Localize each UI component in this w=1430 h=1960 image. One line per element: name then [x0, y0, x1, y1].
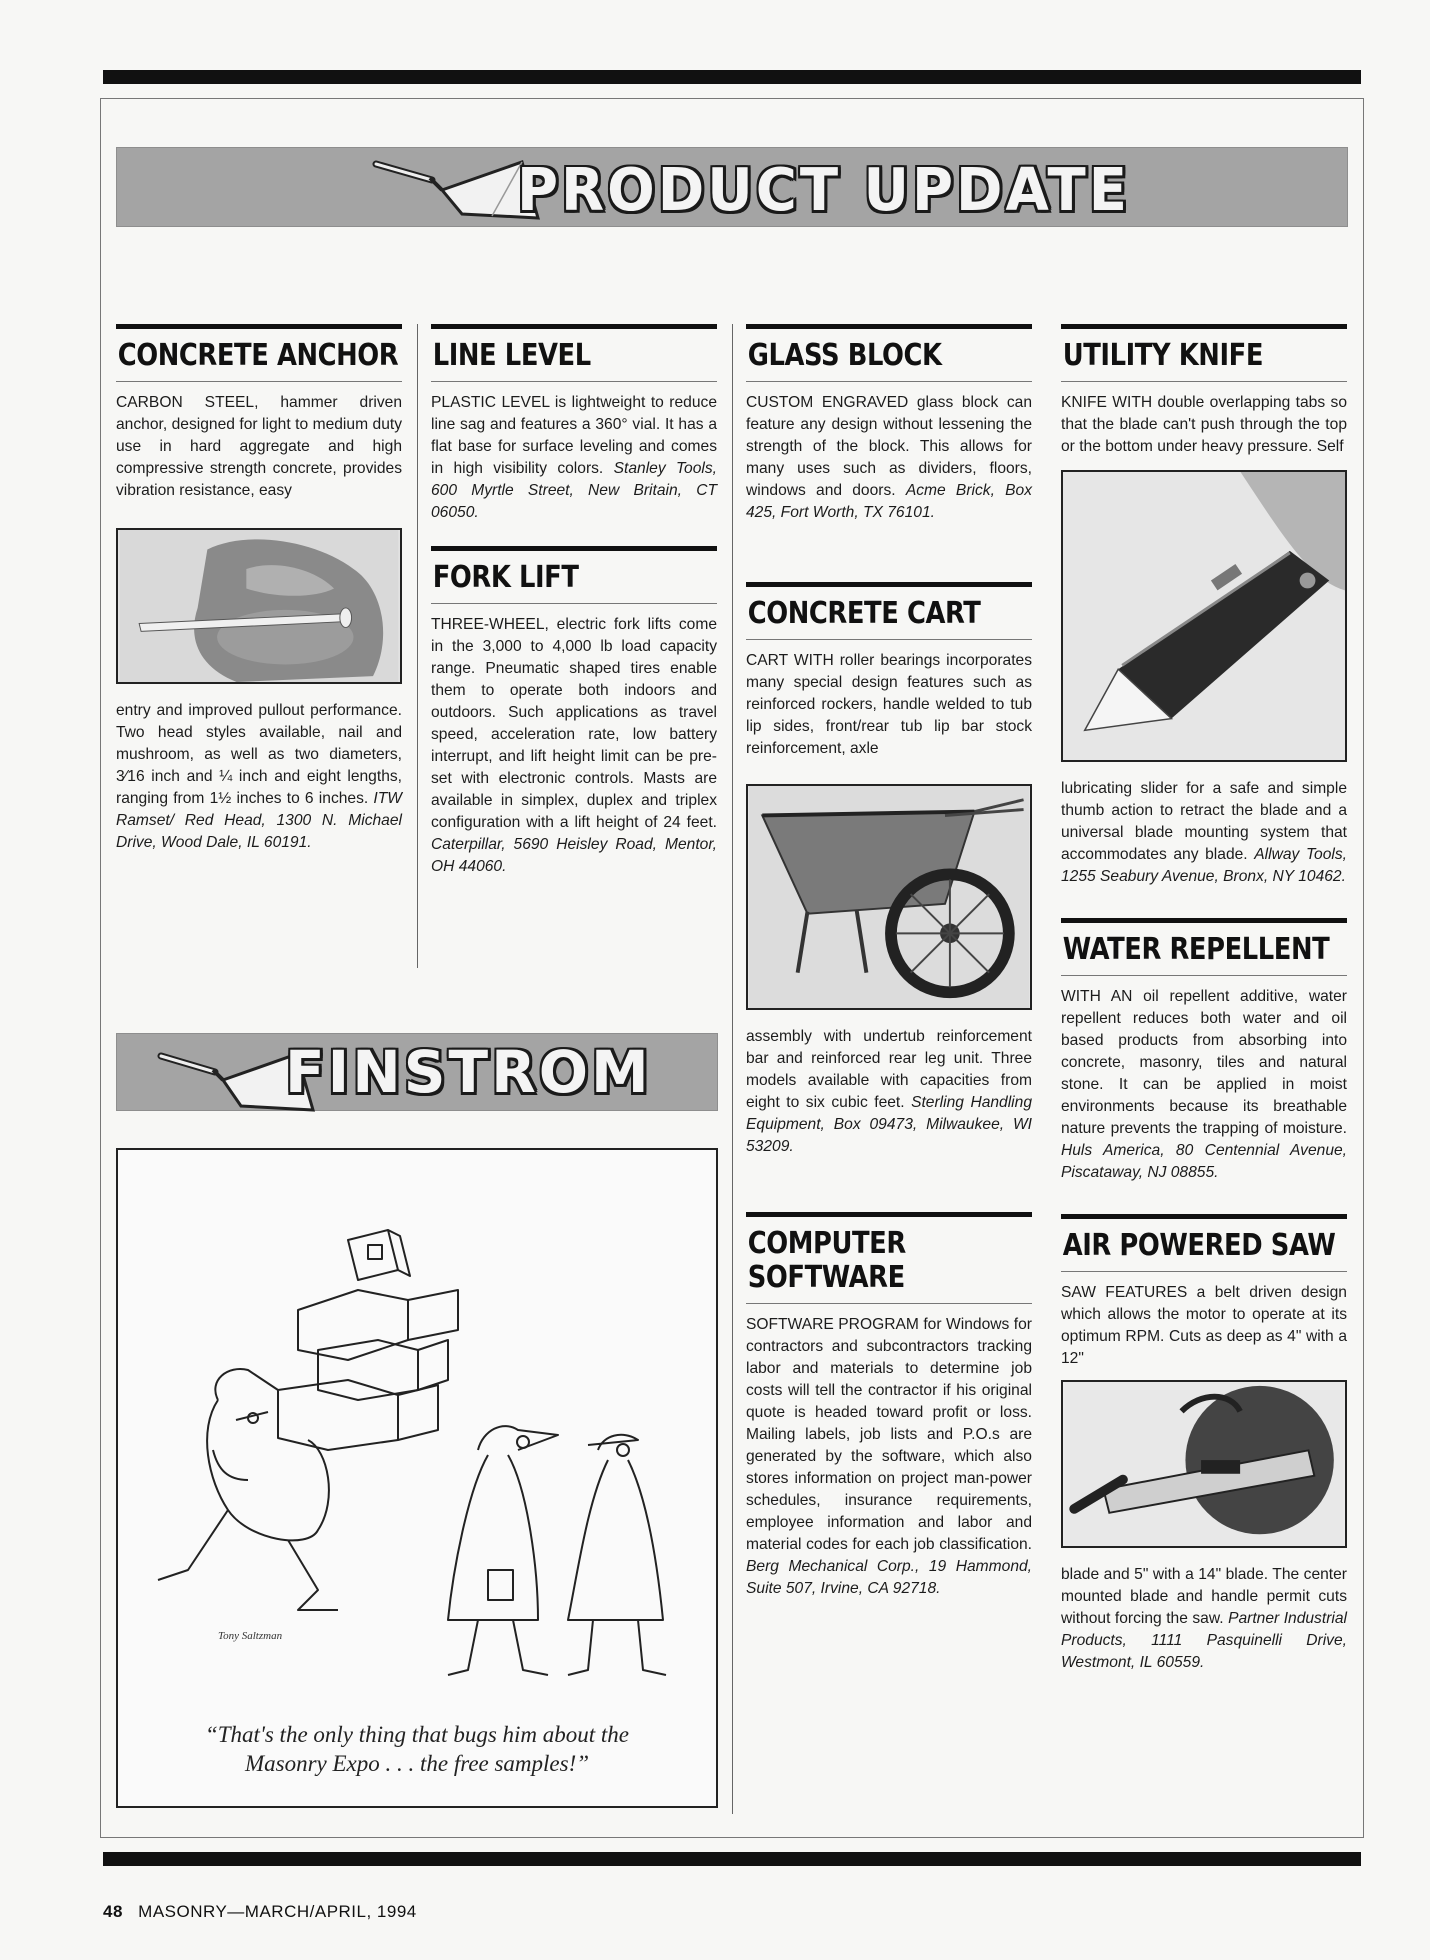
air-saw-image — [1063, 1382, 1345, 1546]
page-number: 48 — [103, 1902, 123, 1921]
section-rule — [746, 381, 1032, 382]
section-rule — [746, 639, 1032, 640]
concrete-anchor-photo — [116, 528, 402, 684]
section-title: WATER REPELLENT — [1062, 932, 1330, 967]
section-title: UTILITY KNIFE — [1062, 338, 1264, 373]
section-glass-block — [746, 324, 1032, 524]
utility-knife-image — [1063, 472, 1345, 760]
section-air-powered-saw — [1061, 1214, 1347, 1674]
cartoonist-signature: Tony Saltzman — [218, 1630, 283, 1642]
section-rule — [1061, 975, 1347, 976]
text-continued: lubricating slider for a safe and simple thumb action to retract the blade and a universal blade mounting system that accommodates any blade. — [1061, 780, 1347, 863]
section-text-continued — [1061, 1564, 1347, 1674]
section-rule — [746, 1303, 1032, 1304]
section-fork-lift — [431, 546, 717, 878]
text: PLASTIC LEVEL is lightweight to reduce line sag and features a 360° vial. It has a flat base for surface leveling and comes in high visibility colors. — [431, 394, 717, 477]
text-continued: blade and 5" with a 14" blade. The center mounted blade and handle permit cuts without forcing the saw. — [1061, 1566, 1347, 1627]
section-text-continued — [1061, 778, 1347, 888]
banner-title: FINSTROM — [285, 1038, 652, 1106]
cartoon-caption — [118, 1720, 716, 1778]
citation: Partner Industrial Products, 1111 Pasquinelli Drive, Westmont, IL 60559. — [1061, 1610, 1347, 1671]
section-concrete-cart — [746, 582, 1032, 1158]
section-rule — [1061, 381, 1347, 382]
utility-knife-photo — [1061, 470, 1347, 762]
text-continued: assembly with undertub reinforcement bar and reinforced rear leg unit. Three models available with capacities from eight to six cubic feet. — [746, 1028, 1032, 1111]
product-update-banner — [116, 147, 1348, 227]
section-text — [431, 614, 717, 878]
text: SOFTWARE PROGRAM for Windows for contractors and subcontractors tracking labor and materials to determine job costs will tell the contractor if his original quote is headed toward profit or loss. Mailing labels, job lists and P.O.s are generated by the software, which also stores information on project man-power schedules, insurance requirements, employee information and labor and material codes for each job classification. — [746, 1316, 1032, 1553]
section-line-level — [431, 324, 717, 524]
column-divider — [732, 324, 733, 1814]
section-text — [431, 392, 717, 524]
section-text: KNIFE WITH double overlapping tabs so that the blade can't push through the top or the bottom under heavy pressure. Self — [1061, 394, 1347, 455]
section-title: LINE LEVEL — [432, 338, 591, 373]
section-title: COMPUTER SOFTWARE — [747, 1226, 906, 1295]
banner-title: PRODUCT UPDATE — [517, 156, 1130, 225]
section-text: CARBON STEEL, hammer driven anchor, designed for light to medium duty use in hard aggregate and high compressive strength concrete, provides vibration resistance, easy — [116, 394, 402, 499]
concrete-cart-photo — [746, 784, 1032, 1010]
text: CUSTOM ENGRAVED glass block can feature any design without lessening the strength of the block. This allows for many uses such as dividers, floors, windows and doors. — [746, 394, 1032, 499]
section-text-continued — [746, 1026, 1032, 1158]
text: THREE-WHEEL, electric fork lifts come in the 3,000 to 4,000 lb load capacity range. Pneumatic shaped tires enable them to operate both indoors and outdoors. Such applications as travel speed, acceleration rate, low battery interrupt, and lift height limit can be pre-set with electronic controls. Masts are available in simplex, duplex and triplex configuration with a lift height of 24 feet. — [431, 616, 717, 831]
citation: Berg Mechanical Corp., 19 Hammond, Suite 507, Irvine, CA 92718. — [746, 1558, 1032, 1597]
section-title: CONCRETE ANCHOR — [117, 338, 399, 373]
section-rule — [431, 603, 717, 604]
cartoon-drawing — [118, 1150, 716, 1710]
column-4 — [1061, 324, 1347, 1674]
section-text — [746, 392, 1032, 524]
bottom-rule — [103, 1852, 1361, 1866]
citation: Allway Tools, 1255 Seabury Avenue, Bronx, NY 10462. — [1061, 846, 1347, 885]
citation: Huls America, 80 Centennial Avenue, Piscataway, NJ 08855. — [1061, 1142, 1347, 1181]
text: WITH AN oil repellent additive, water repellent reduces both water and oil based products from absorbing into concrete, masonry, tiles and natural stone. It can be applied in moist environments because its breathable nature prevents the trapping of moisture. — [1061, 988, 1347, 1137]
wheelbarrow-image — [748, 786, 1030, 1008]
section-text: SAW FEATURES a belt driven design which allows the motor to operate at its optimum RPM. Cuts as deep as 4" with a 12" — [1061, 1284, 1347, 1367]
section-title: AIR POWERED SAW — [1062, 1228, 1336, 1263]
section-rule — [431, 381, 717, 382]
column-3 — [746, 324, 1032, 1600]
section-text — [746, 1314, 1032, 1600]
citation: Caterpillar, 5690 Heisley Road, Mentor, OH 44060. — [431, 836, 717, 875]
citation: ITW Ramset/ Red Head, 1300 N. Michael Drive, Wood Dale, IL 60191. — [116, 790, 402, 851]
citation: Acme Brick, Box 425, Fort Worth, TX 76101. — [746, 482, 1032, 521]
section-concrete-anchor — [116, 324, 402, 854]
section-text-continued — [116, 700, 402, 854]
section-computer-software — [746, 1212, 1032, 1600]
cartoon-panel — [116, 1148, 718, 1808]
section-title: FORK LIFT — [432, 560, 579, 595]
section-rule — [1061, 1271, 1347, 1272]
caption-line-1: “That's the only thing that bugs him about the — [204, 1722, 630, 1747]
section-rule — [116, 381, 402, 382]
section-text: CART WITH roller bearings incorporates many special design features such as reinforced rockers, handle welded to tub lip sides, front/rear tub lip bar stock reinforcement, axle — [746, 652, 1032, 757]
text-continued: entry and improved pullout performance. Two head styles available, nail and mushroom, as well as two diameters, 3⁄16 inch and ¼ inch and eight lengths, ranging from 1½ inches to 6 inches. — [116, 702, 402, 807]
citation: Sterling Handling Equipment, Box 09473, Milwaukee, WI 53209. — [746, 1094, 1032, 1155]
column-divider — [417, 324, 418, 968]
caption-line-2: Masonry Expo . . . the free samples!” — [244, 1751, 590, 1776]
page-footer — [103, 1902, 417, 1922]
section-water-repellent — [1061, 918, 1347, 1184]
section-title: GLASS BLOCK — [747, 338, 942, 373]
finstrom-banner — [116, 1033, 718, 1111]
column-2 — [431, 324, 717, 878]
anchor-in-hand-image — [118, 530, 400, 682]
citation: Stanley Tools, 600 Myrtle Street, New Britain, CT 06050. — [431, 460, 717, 521]
section-title: CONCRETE CART — [747, 596, 981, 631]
air-saw-photo — [1061, 1380, 1347, 1548]
section-utility-knife — [1061, 324, 1347, 888]
publication-line: MASONRY—MARCH/APRIL, 1994 — [138, 1902, 417, 1921]
top-rule — [103, 70, 1361, 84]
section-text — [1061, 986, 1347, 1184]
column-1 — [116, 324, 402, 854]
